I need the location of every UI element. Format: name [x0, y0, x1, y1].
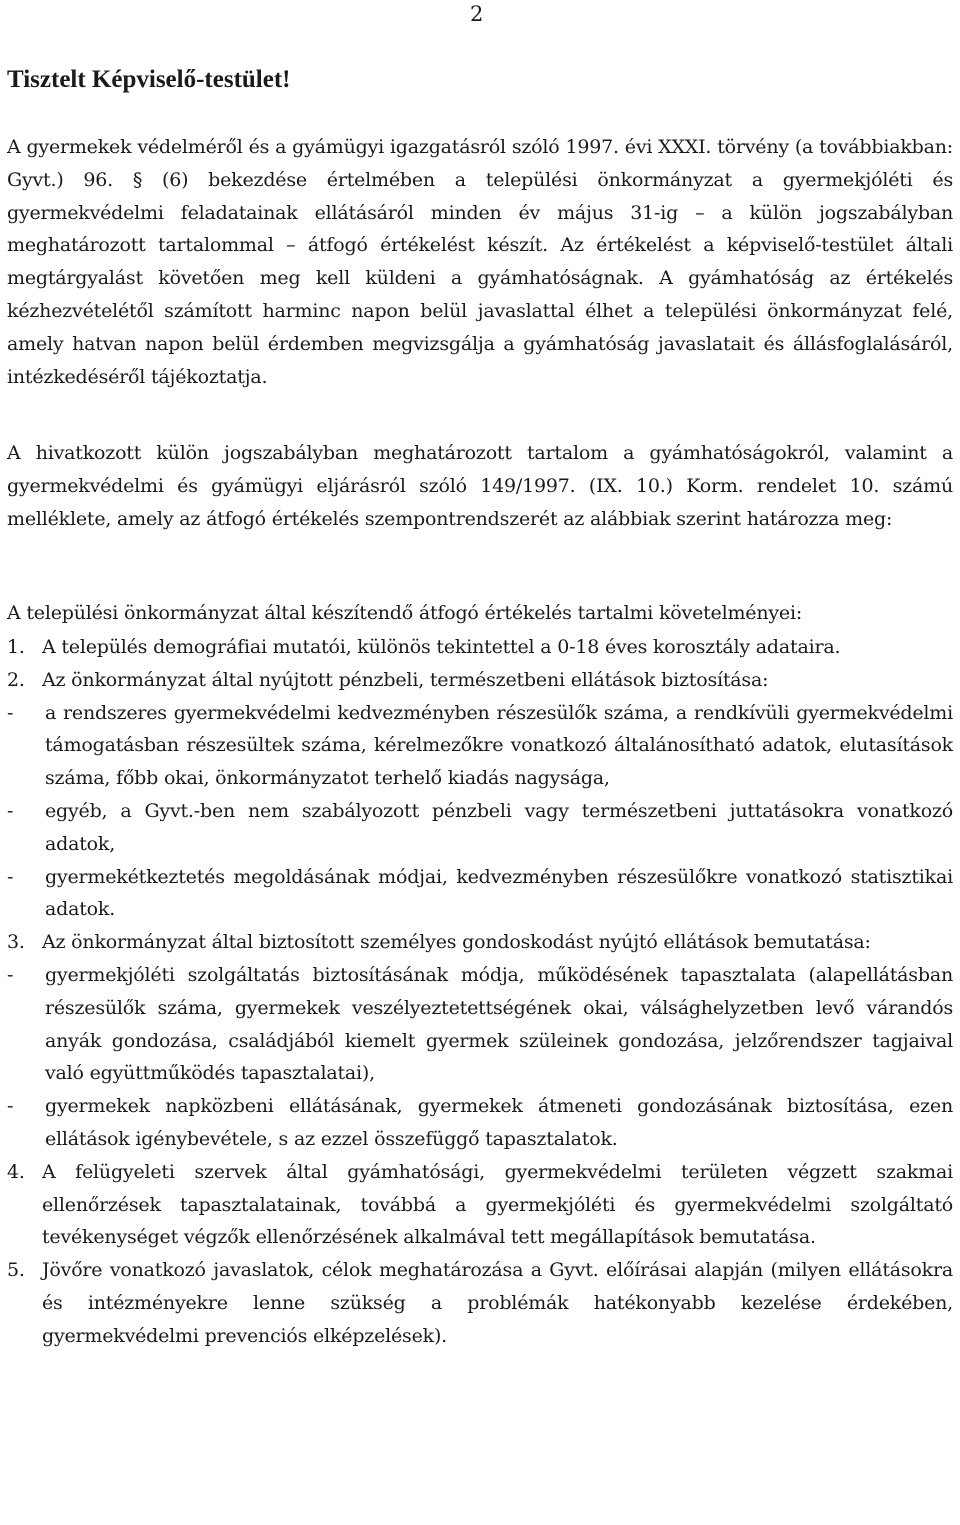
dash-bullet: - [7, 799, 14, 822]
sub-list-item-text: a rendszeres gyermekvédelmi kedvezményben részesülők száma, a rendkívüli gyermekvédelmi támogatásban részesültek száma, kérelmezőkre vonatkozó általánosítható adatok, elutasítások száma, főbb okai, önkormányzatot terhelő kiadás nagysága, [45, 701, 953, 790]
dash-bullet: - [7, 701, 14, 724]
sub-list-item [7, 795, 953, 861]
sub-list-item-text: gyermekétkeztetés megoldásának módjai, kedvezményben részesülőkre vonatkozó statisztikai adatok. [45, 865, 953, 921]
page-number: 2 [470, 2, 484, 26]
list-item-number: 3. [7, 931, 25, 954]
list-item-number: 5. [7, 1259, 25, 1282]
list-item [7, 1254, 953, 1352]
paragraph-requirements-heading [7, 597, 953, 630]
sub-list-item-text: gyermekjóléti szolgáltatás biztosításának módja, működésének tapasztalata (alapellátásban részesülők száma, gyermekek veszélyeztetettségének okai, válsághelyzetben levő várandós anyák gondozása, családjából kiemelt gyermek szüleinek gondozása, jelzőrendszer tagjaival való együttműködés tapasztalatai), [45, 963, 953, 1085]
list-item-number: 2. [7, 668, 25, 691]
list-item [7, 1156, 953, 1254]
paragraph-text: A települési önkormányzat által készítendő átfogó értékelés tartalmi követelményei: [7, 602, 803, 624]
list-item-body [42, 664, 953, 697]
list-item-body [42, 631, 953, 664]
list-item-text: A település demográfiai mutatói, különös tekintettel a 0-18 éves korosztály adataira. [42, 636, 841, 658]
list-item [7, 926, 953, 959]
list-item-number: 1. [7, 636, 25, 658]
sub-list-item-text: egyéb, a Gyvt.-ben nem szabályozott pénzbeli vagy természetbeni juttatásokra vonatkozó adatok, [45, 799, 953, 855]
dash-bullet: - [7, 963, 14, 986]
dash-bullet: - [7, 865, 14, 888]
list-item-text: Az önkormányzat által nyújtott pénzbeli, természetbeni ellátások biztosítása: [42, 668, 769, 691]
page-title: Tisztelt Képviselő-testület! [7, 66, 291, 93]
dash-bullet: - [7, 1095, 14, 1118]
sub-list-item [7, 697, 953, 795]
list-item-text: Jövőre vonatkozó javaslatok, célok meghatározása a Gyvt. előírásai alapján (milyen ellátásokra és intézményekre lenne szükség a problémák hatékonyabb kezelése érdekében, gyermekvédelmi prevenciós elképzelések). [42, 1259, 953, 1347]
sub-list-item-text: gyermekek napközbeni ellátásának, gyermekek átmeneti gondozásának biztosítása, ezen ellátások igénybevétele, s az ezzel összefüggő tapasztalatok. [45, 1095, 953, 1150]
list-item-body [42, 1254, 953, 1352]
list-item [7, 664, 953, 697]
sub-list-item [7, 1090, 953, 1156]
requirements-list [7, 631, 953, 1353]
paragraph-intro [7, 131, 953, 393]
list-item-text: Az önkormányzat által biztosított személyes gondoskodást nyújtó ellátások bemutatása: [42, 931, 871, 954]
list-item-body [42, 1156, 953, 1254]
paragraph-text: A gyermekek védelméről és a gyámügyi igazgatásról szóló 1997. évi XXXI. törvény (a továbbiakban: Gyvt.) 96. § (6) bekezdése értelmében a települési önkormányzat a gyermekjóléti és gyermekvédelmi feladatainak ellátásáról minden év május 31-ig – a külön jogszabályban meghatározott tartalommal – átfogó értékelést készít. Az értékelést a képviselő-testület általi megtárgyalást követően meg kell küldeni a gyámhatóságnak. A gyámhatóság az értékelés kézhezvételétől számított harminc napon belül javaslattal élhet a települési önkormányzat felé, amely hatvan napon belül érdemben megvizsgálja a gyámhatóság javaslatait és állásfoglalásáról, intézkedéséről tájékoztatja. [7, 136, 953, 388]
paragraph-text: A hivatkozott külön jogszabályban meghatározott tartalom a gyámhatóságokról, valamint a gyermekvédelmi és gyámügyi eljárásról szóló 149/1997. (IX. 10.) Korm. rendelet 10. számú melléklete, amely az átfogó értékelés szempontrendszerét az alábbiak szerint határozza meg: [7, 442, 953, 530]
sub-list-item [7, 959, 953, 1090]
paragraph-reference [7, 437, 953, 535]
list-item [7, 631, 953, 664]
list-item-text: A felügyeleti szervek által gyámhatósági, gyermekvédelmi területen végzett szakmai ellenőrzések tapasztalatainak, továbbá a gyermekjóléti és gyermekvédelmi szolgáltató tevékenységet végzők ellenőrzésének alkalmával tett megállapítások bemutatása. [42, 1160, 953, 1249]
sub-list-item [7, 861, 953, 927]
list-item-number: 4. [7, 1160, 25, 1183]
list-item-body [42, 926, 953, 959]
